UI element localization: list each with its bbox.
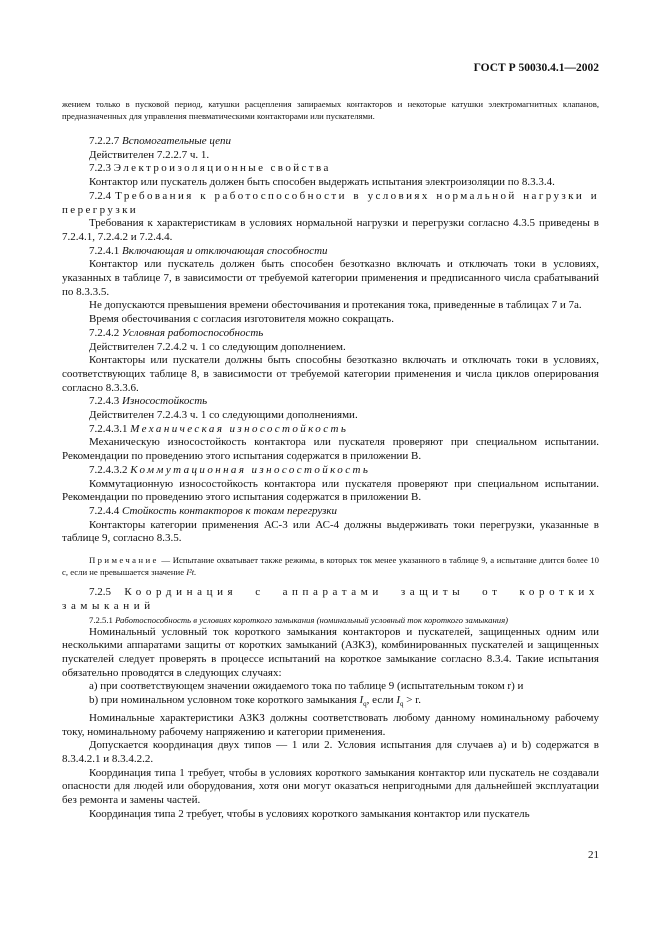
clause-7-2-4-1: 7.2.4.1 Включающая и отключающая способности [89,244,328,257]
list-item-b: b) при номинальном условном токе короткого замыкания $I_q$, если $I_q > r$. [89,694,422,709]
note: Примечание — Испытание охватывает также режимы, в которых ток менее указанного в таблице 9, а испытание длится более 10 с, если не превышается значение I²t. [62,555,600,578]
clause-7-2-5: 7.2.5 Координация с аппаратами защиты от коротких замыканий [62,586,600,612]
continued-paragraph: жением только в пусковой период, катушки расцепления запираемых контакторов и некоторые катушки электромагнитных клапанов, предназначенных для управления пневматическими контакторами или пускателями. [62,99,599,121]
paragraph: Номинальный условный ток короткого замыкания контакторов и пускателей, защищенных одним или несколькими аппаратами защиты от коротких замыканий (АЗКЗ), комбинированных пускателей и защищенных пускателей следует проверять в процессе испытаний на короткое замыкание согласно 8.3.4. Такие испытания обязательно проводятся в следующих случаях: [62,625,599,679]
paragraph: Действителен 7.2.2.7 ч. 1. [89,148,210,161]
paragraph: Контакторы или пускатели должны быть способны безотказно включать и отключать токи в условиях, соответствующих таблице 8, в зависимости от требуемой категории применения и числа циклов оперирования согласно 8.3.3.6. [62,354,599,394]
paragraph: Действителен 7.2.4.3 ч. 1 со следующими дополнениями. [89,409,358,422]
document-body [62,98,599,822]
paragraph: Контактор или пускатель должен быть способен безотказно включать и отключать токи в условиях, указанных в таблице 7, в зависимости от требуемой категории применения и предписанного числа срабатываний по 8.3.3.5. [62,258,599,298]
clause-7-2-4-3: 7.2.4.3 Износостойкость [89,395,208,408]
clause-7-2-4-3-2: 7.2.4.3.2 Коммутационная износостойкость [89,463,371,476]
document-header: ГОСТ Р 50030.4.1—2002 [473,62,599,74]
clause-7-2-4: 7.2.4 Требования к работоспособности в условиях нормальной нагрузки и перегрузки [62,189,599,216]
list-item-a: а) при соответствующем значении ожидаемого тока по таблице 9 (испытательным током r) и [89,680,524,693]
page-number: 21 [588,849,599,861]
clause-7-2-4-4: 7.2.4.4 Стойкость контакторов к токам перегрузки [89,504,338,517]
paragraph: Координация типа 1 требует, чтобы в условиях короткого замыкания контактор или пускатель не создавали опасности для людей или оборудования, хотя они могут оказаться непригодными для дальнейшей эксплуатации без ремонта и замены частей. [62,766,599,807]
paragraph: Контактор или пускатель должен быть способен выдержать испытания электроизоляции по 8.3.3.4. [89,176,555,189]
clause-7-2-2-7: 7.2.2.7 Вспомогательные цепи [89,135,232,147]
clause-7-2-4-3-1: 7.2.4.3.1 Механическая износостойкость [89,422,349,435]
clause-7-2-4-2: 7.2.4.2 Условная работоспособность [89,326,264,339]
paragraph: Не допускаются превышения времени обесточивания и протекания тока, приведенные в таблицах 7 и 7а. [89,299,582,312]
paragraph: Требования к характеристикам в условиях нормальной нагрузки и перегрузки согласно 4.3.5 приведены в 7.2.4.1, 7.2.4.2 и 7.2.4.4. [62,217,599,243]
paragraph: Время обесточивания с согласия изготовителя можно сокращать. [89,313,394,326]
paragraph: Действителен 7.2.4.2 ч. 1 со следующим дополнением. [89,340,346,353]
paragraph: Контакторы категории применения АС-3 или АС-4 должны выдерживать токи перегрузки, указанные в таблице 9, согласно 8.3.5. [62,518,599,545]
paragraph: Номинальные характеристики АЗКЗ должны соответствовать любому данному номинальному рабочему току, номинальному рабочему напряжению и категории применения. [62,711,599,738]
paragraph: Механическую износостойкость контактора или пускателя проверяют при специальном испытании. Рекомендации по проведению этого испытания содержатся в приложении В. [62,436,599,463]
clause-7-2-5-1: 7.2.5.1 Работоспособность в условиях короткого замыкания (номинальный условный ток короткого замыкания) [89,614,509,625]
paragraph: Коммутационную износостойкость контактора или пускателя проверяют при специальном испытании. Рекомендации по проведению этого испытания содержатся в приложении В. [62,477,599,504]
clause-7-2-3: 7.2.3 Электроизоляционные свойства [89,162,331,175]
paragraph: Допускается координация двух типов — 1 или 2. Условия испытания для случаев а) и b) содержатся в 8.3.4.2.1 и 8.3.4.2.2. [62,739,599,766]
paragraph: Координация типа 2 требует, чтобы в условиях короткого замыкания контактор или пускатель [89,807,530,820]
